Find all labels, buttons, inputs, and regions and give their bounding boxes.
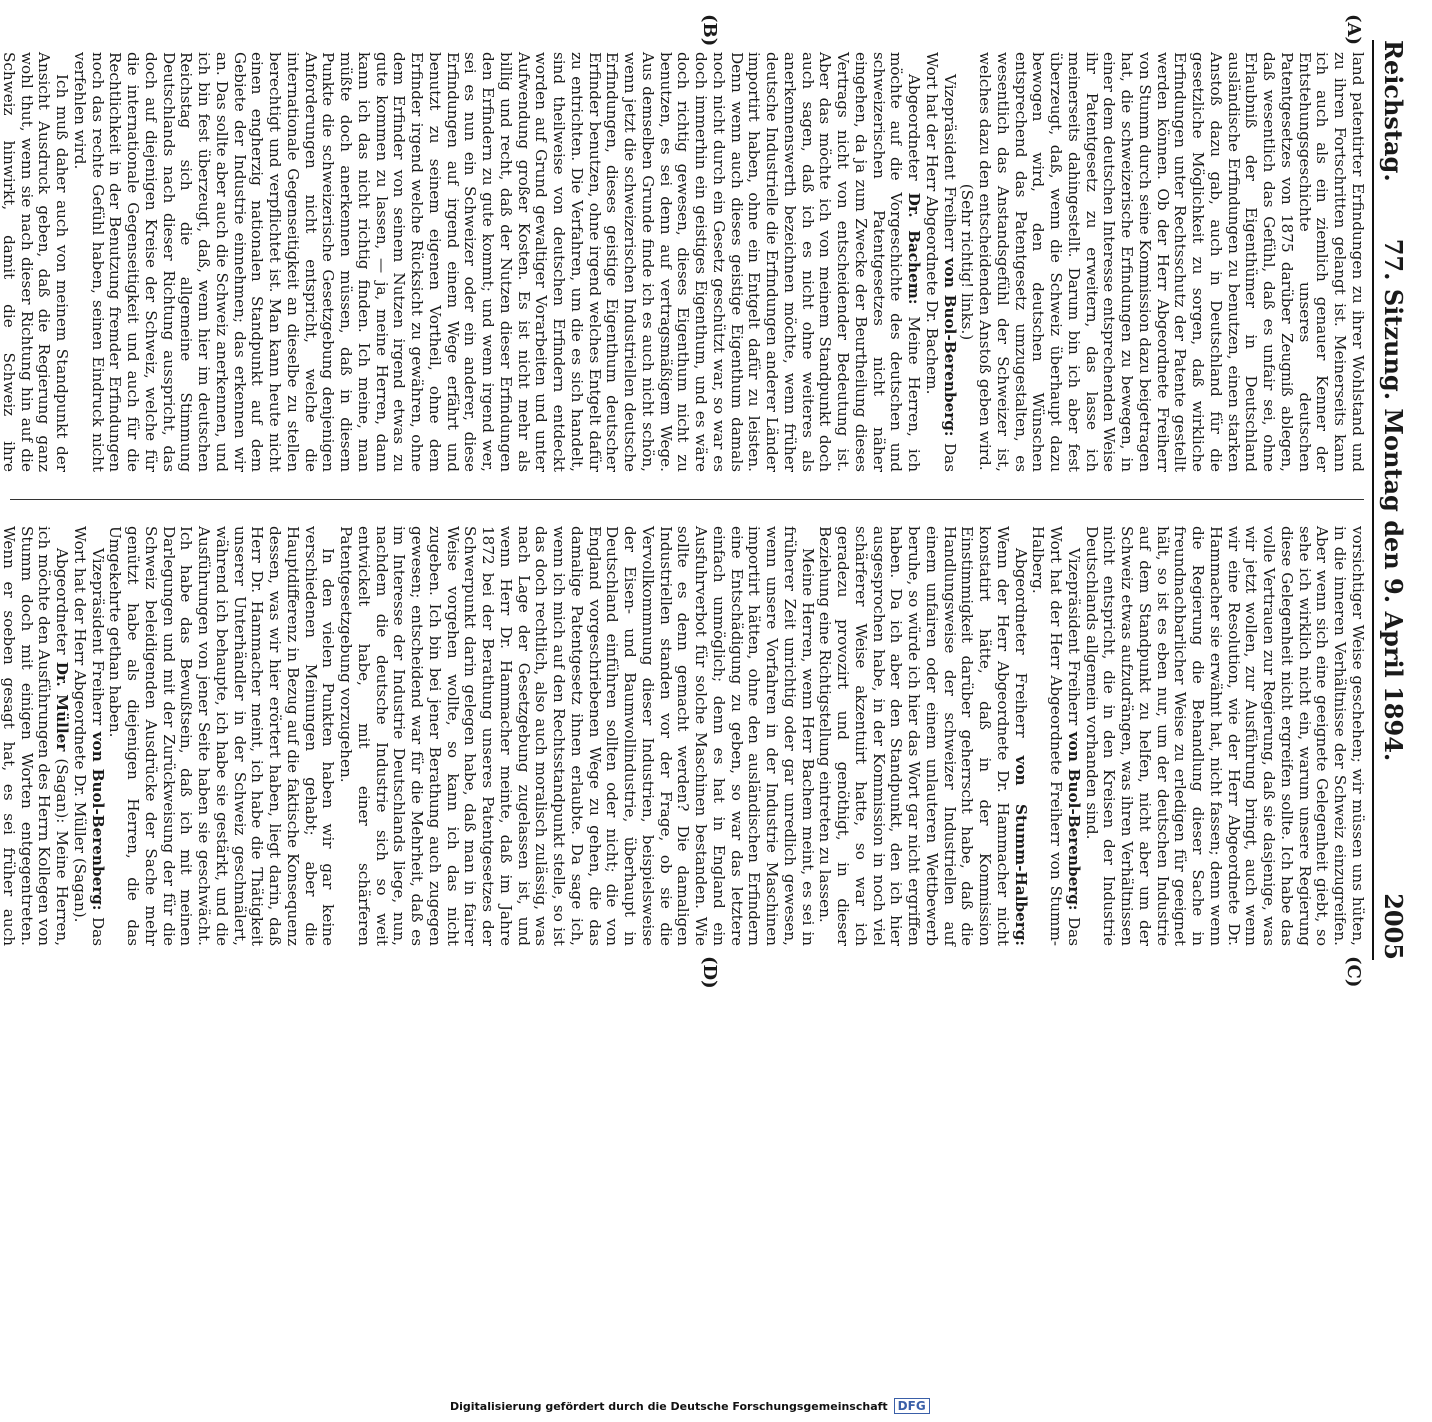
speech-paragraph: [922, 52, 958, 472]
page-number: 2005: [1379, 893, 1408, 960]
speaker-name: von Buol-Berenberg:: [940, 257, 959, 437]
speaker-name: Dr. Müller: [53, 661, 72, 752]
speaker-title: Abgeordneter: [53, 548, 72, 655]
text-paragraph: Meine Herren, wenn Herr Bachem meint, es sei in früherer Zeit unrichtig oder gar unredlich gewesen, wenn unsere Vorfahren in der Industrie Maschinen importirt hätten, ohne den ausländischen Erfindern eine Entschädigung zu geben, so war das letztere einfach unmöglich; denn es hat in England ein Ausfuhrverbot für solche Maschinen bestanden. Wie sollte es denn gemacht werden? Die damaligen Industriellen standen vor der Frage, ob sie die Vervollkommnung dieser Industrien, beispielsweise der Eisen- und Baumwollindustrie, überhaupt in Deutschland einführen sollten oder nicht; die von England vorgeschriebenen Wege zu gehen, die das damalige Patentgesetz ihnen erlaubte. Da sage ich, wenn ich mich auf den Rechtsstandpunkt stelle, so ist das doch rechtlich, also auch moralisch zulässig, was nach Lage der Gesetzgebung zugelassen ist, und wenn Herr Dr. Hammacher meinte, daß im Jahre 1872 bei der Berathung unseres Patentgesetzes der Schwerpunkt darin gelegen habe, daß man in fairer Weise vorgehen wollte, so kann ich das nicht zugeben. Ich bin bei jener Berathung auch zugegen gewesen; entscheidend war für die Mehrheit, daß es im Interesse der Industrie Deutschlands liege, nun, nachdem die deutsche Industrie sich so weit entwickelt habe, mit einer schärferen Patentgesetzgebung vorzugehen.: [337, 526, 817, 946]
speech-paragraph: [70, 526, 106, 946]
text-paragraph: Ich muß daher auch von meinem Standpunkt der Ansicht Ausdruck geben, daß die Regierung ganz wohl thut, wenn sie nach dieser Richtung hin auf die Schweiz hinwirkt, damit die Schweiz ihre: [0, 52, 72, 472]
speech-paragraph: [70, 52, 922, 472]
credit-text: Digitalisierung gefördert durch die Deutsche Forschungsgemeinschaft: [450, 1399, 888, 1413]
margin-letter-c: (C): [1343, 956, 1364, 988]
speech-text: Das Wort hat der Herr Abgeordnete Dr. Müller (Sagan).: [71, 526, 107, 946]
speaker-name: von Buol-Berenberg:: [88, 731, 107, 911]
text-paragraph: vorsichtiger Weise geschehen; wir müssen uns hüten, in die inneren Verhältnisse der Schweiz einzugreifen. Aber wenn sich eine geeignete Gelegenheit giebt, so sehe ich wirklich nicht ein, warum unsere Regierung diese Gelegenheit nicht ergreifen sollte. Ich habe das volle Vertrauen zur Regierung, daß sie dasjenige, was wir jetzt wollen, zur Ausführung bringt, auch wenn wir eine Resolution, wie der Herr Abgeordnete Dr. Hammacher sie erwähnt hat, nicht fassen; denn wenn die Regierung die Behandlung dieser Sache in freundnachbarlicher Weise zu erledigen für geeignet hält, so ist es eben nur, um der deutschen Industrie auf dem Standpunkt zu helfen, nicht aber um der Schweiz etwas aufzudrängen, was ihren Verhältnissen nicht entspricht, die in den Kreisen der Industrie Deutschlands allgemein vorhanden sind.: [1082, 526, 1367, 946]
speech-paragraph: [1029, 526, 1082, 946]
header-left: Reichstag.: [1379, 40, 1408, 182]
speaker-title: Abgeordneter: [905, 74, 924, 181]
text-paragraph: land patentirter Erfindungen zu ihrer Wohlstand und zu ihren Fortschritten gelangt ist. Meinerseits kann ich auch als ein ziemlich genauer Kenner der Entstehungsgeschichte unseres deutschen Patentgesetzes von 1875 darüber Zeugniß ablegen, daß wesentlich das Gefühl, daß es unfair sei, ohne Erlaubniß der Eigenthümer in Deutschland ausländische Erfindungen zu benutzen, einen starken Anstoß dazu gab, auch in Deutschland für die gesetzliche Möglichkeit zu sorgen, daß wirkliche Erfindungen unter Rechtsschutz der Patente gestellt werden können. Ob der Herr Abgeordnete Freiherr von Stumm durch seine Kommission dazu beigetragen hat, die schweizerische Erfindungen zu bewegen, in einer dem deutschen Interesse entsprechenden Weise ihr Patentgesetz zu erweitern, das lasse ich meinerseits dahingestellt. Darum bin ich aber fest überzeugt, daß, wenn die Schweiz überhaupt dazu bewogen wird, den deutschen Wünschen entsprechend das Patentgesetz umzugestalten, es wesentlich das Anstandsgefühl der Schweizer ist, welches dazu den entscheidenden Anstoß geben wird.: [976, 52, 1367, 472]
text-paragraph: In den vielen Punkten haben wir gar keine verschiedenen Meinungen gehabt; aber die Hauptdifferenz in Bezug auf die faktische Konsequenz dessen, was wir hier erörtert haben, liegt darin, daß Herr Dr. Hammacher meint, ich habe die Thätigkeit unserer Unterhändler in der Schweiz geschmälert, während ich behaupte, ich habe sie gestärkt, und die Ausführungen von jener Seite haben sie geschwächt. Ich habe das Bewußtsein, daß ich mit meinen Darlegungen und mit der Zurückweisung der für die Schweiz beleidigenden Ausdrücke der Sache mehr genützt habe als diejenigen Herren, die das Umgekehrte gethan haben.: [106, 526, 338, 946]
margin-letter-d: (D): [699, 956, 720, 989]
speaker-title: Vizepräsident Freiherr: [1065, 548, 1083, 726]
digitization-credit: [450, 1390, 1410, 1422]
speech-paragraph: [816, 526, 1029, 946]
margin-letter-a: (A): [1343, 14, 1364, 45]
speaker-name: von Stumm-Halberg:: [1011, 755, 1030, 946]
stage-direction: (Sehr richtig! links.): [958, 183, 977, 341]
speech-text: Das Wort hat der Herr Abgeordnete Freiherr von Stumm-Halberg.: [1029, 526, 1083, 946]
speech-text: (Sagan): Meine Herren, ich möchte den Ausführungen des Herrn Kollegen von Stumm doch mit einigen Worten entgegentreten. Wenn er soeben gesagt hat, es sei früher auch: [0, 526, 72, 947]
left-column: [0, 52, 1367, 472]
dfg-logo: DFG: [894, 1398, 930, 1414]
speech-text: Meine Herren, ich möchte auf die Vorgeschichte des deutschen und schweizerischen Patentgesetzes nicht näher eingehen, da ja zum Zwecke der Beurtheilung dieses Vertrags nicht von entscheidender Bedeutung ist. Aber das möchte ich von meinem Standpunkt doch auch sagen, daß ich es nicht ohne weiteres als anerkennenswerth bezeichnen möchte, wenn früher deutsche Industrielle die Erfindungen anderer Länder importirt haben, ohne ein Entgelt dafür zu leisten. Denn wenn auch dieses geistige Eigenthum damals noch nicht durch ein Gesetz geschützt war, so war es doch immerhin ein geistiges Eigenthum, und es wäre doch richtig gewesen, dieses Eigenthum nicht zu benutzen, es sei denn auf vertragsmäßigem Wege. Aus demselben Grunde finde ich es auch nicht schön, wenn jetzt die schweizerischen Industriellen deutsche Erfindungen, dieses geistige Eigenthum deutscher Erfinder benutzen, ohne irgend welches Entgelt dafür zu entrichten. Die Verfahren, um die es sich handelt, sind theilweise von deutschen Erfindern entdeckt worden auf Grund gewaltiger Vorarbeiten und unter Aufwendung großer Kosten. Es ist nicht mehr als billig und recht, daß der Nutzen dieser Erfindungen den Erfindern zu gute kommt; und wenn irgend wer, sei es nun ein Schweizer oder ein anderer, diese Erfindungen auf irgend einem Wege erfährt und benutzt zu seinem eigenen Vortheil, ohne dem Erfinder irgend welche Rücksicht zu gewähren, ohne dem Erfinder von seinem Nutzen irgend etwas zu gute kommen zu lassen, — ja, meine Herren, dann kann ich das nicht richtig finden. Ich meine, man müßte doch anerkennen müssen, daß in diesem Punkte die schweizerische Gesetzgebung denjenigen Anforderungen nicht entspricht, welche die internationale Gegenseitigkeit an dieselbe zu stellen berechtigt und verpflichtet ist. Man kann heute nicht einen engherzig nationalen Standpunkt auf dem Gebiete der Industrie einnehmen; das erkennen wir an. Das sollte aber auch die Schweiz anerkennen, und ich bin fest überzeugt, daß, wenn hier im deutschen Reichstag sich die allgemeine Stimmung Deutschlands nach dieser Richtung ausspricht, das doch auf diejenigen Kreise der Schweiz, welche für die internationale Gegenseitigkeit und auch für die Rechtlichkeit in der Benutzung fremder Erfindungen noch das rechte Gefühl haben, seinen Eindruck nicht verfehlen wird.: [71, 52, 924, 472]
right-column: [0, 526, 1367, 947]
header-session-date: 77. Sitzung. Montag den 9. April 1894.: [1379, 238, 1408, 762]
speaker-title: Vizepräsident Freiherr: [88, 548, 107, 726]
speech-text: Das Wort hat der Herr Abgeordnete Dr. Bachem.: [923, 52, 959, 472]
speaker-title: Vizepräsident Freiherr: [940, 74, 959, 252]
speaker-name: Dr. Bachem:: [905, 192, 924, 305]
margin-letter-b: (B): [699, 14, 720, 47]
speaker-title: Abgeordneter Freiherr: [1011, 548, 1030, 738]
speaker-name: von Buol-Berenberg:: [1065, 731, 1083, 911]
running-header: [1372, 40, 1414, 960]
column-divider: [10, 499, 1364, 500]
speech-paragraph: [0, 526, 70, 946]
speech-text: Wenn der Herr Abgeordnete Dr. Hammacher nicht konstatirt hätte, daß in der Kommission Einstimmigkeit darüber geherrscht habe, daß die Handlungsweise der schweizer Industriellen auf einem unfairen oder einem unlauteren Wettbewerb beruhe, so würde ich hier das Wort gar nicht ergriffen haben. Da ich aber den Standpunkt, den ich hier ausgesprochen habe, in der Kommission in noch viel schärferer Weise akzentuirt hatte, so war ich geradezu provozirt und genöthigt, in dieser Beziehung eine Richtigstellung eintreten zu lassen.: [816, 526, 1012, 946]
